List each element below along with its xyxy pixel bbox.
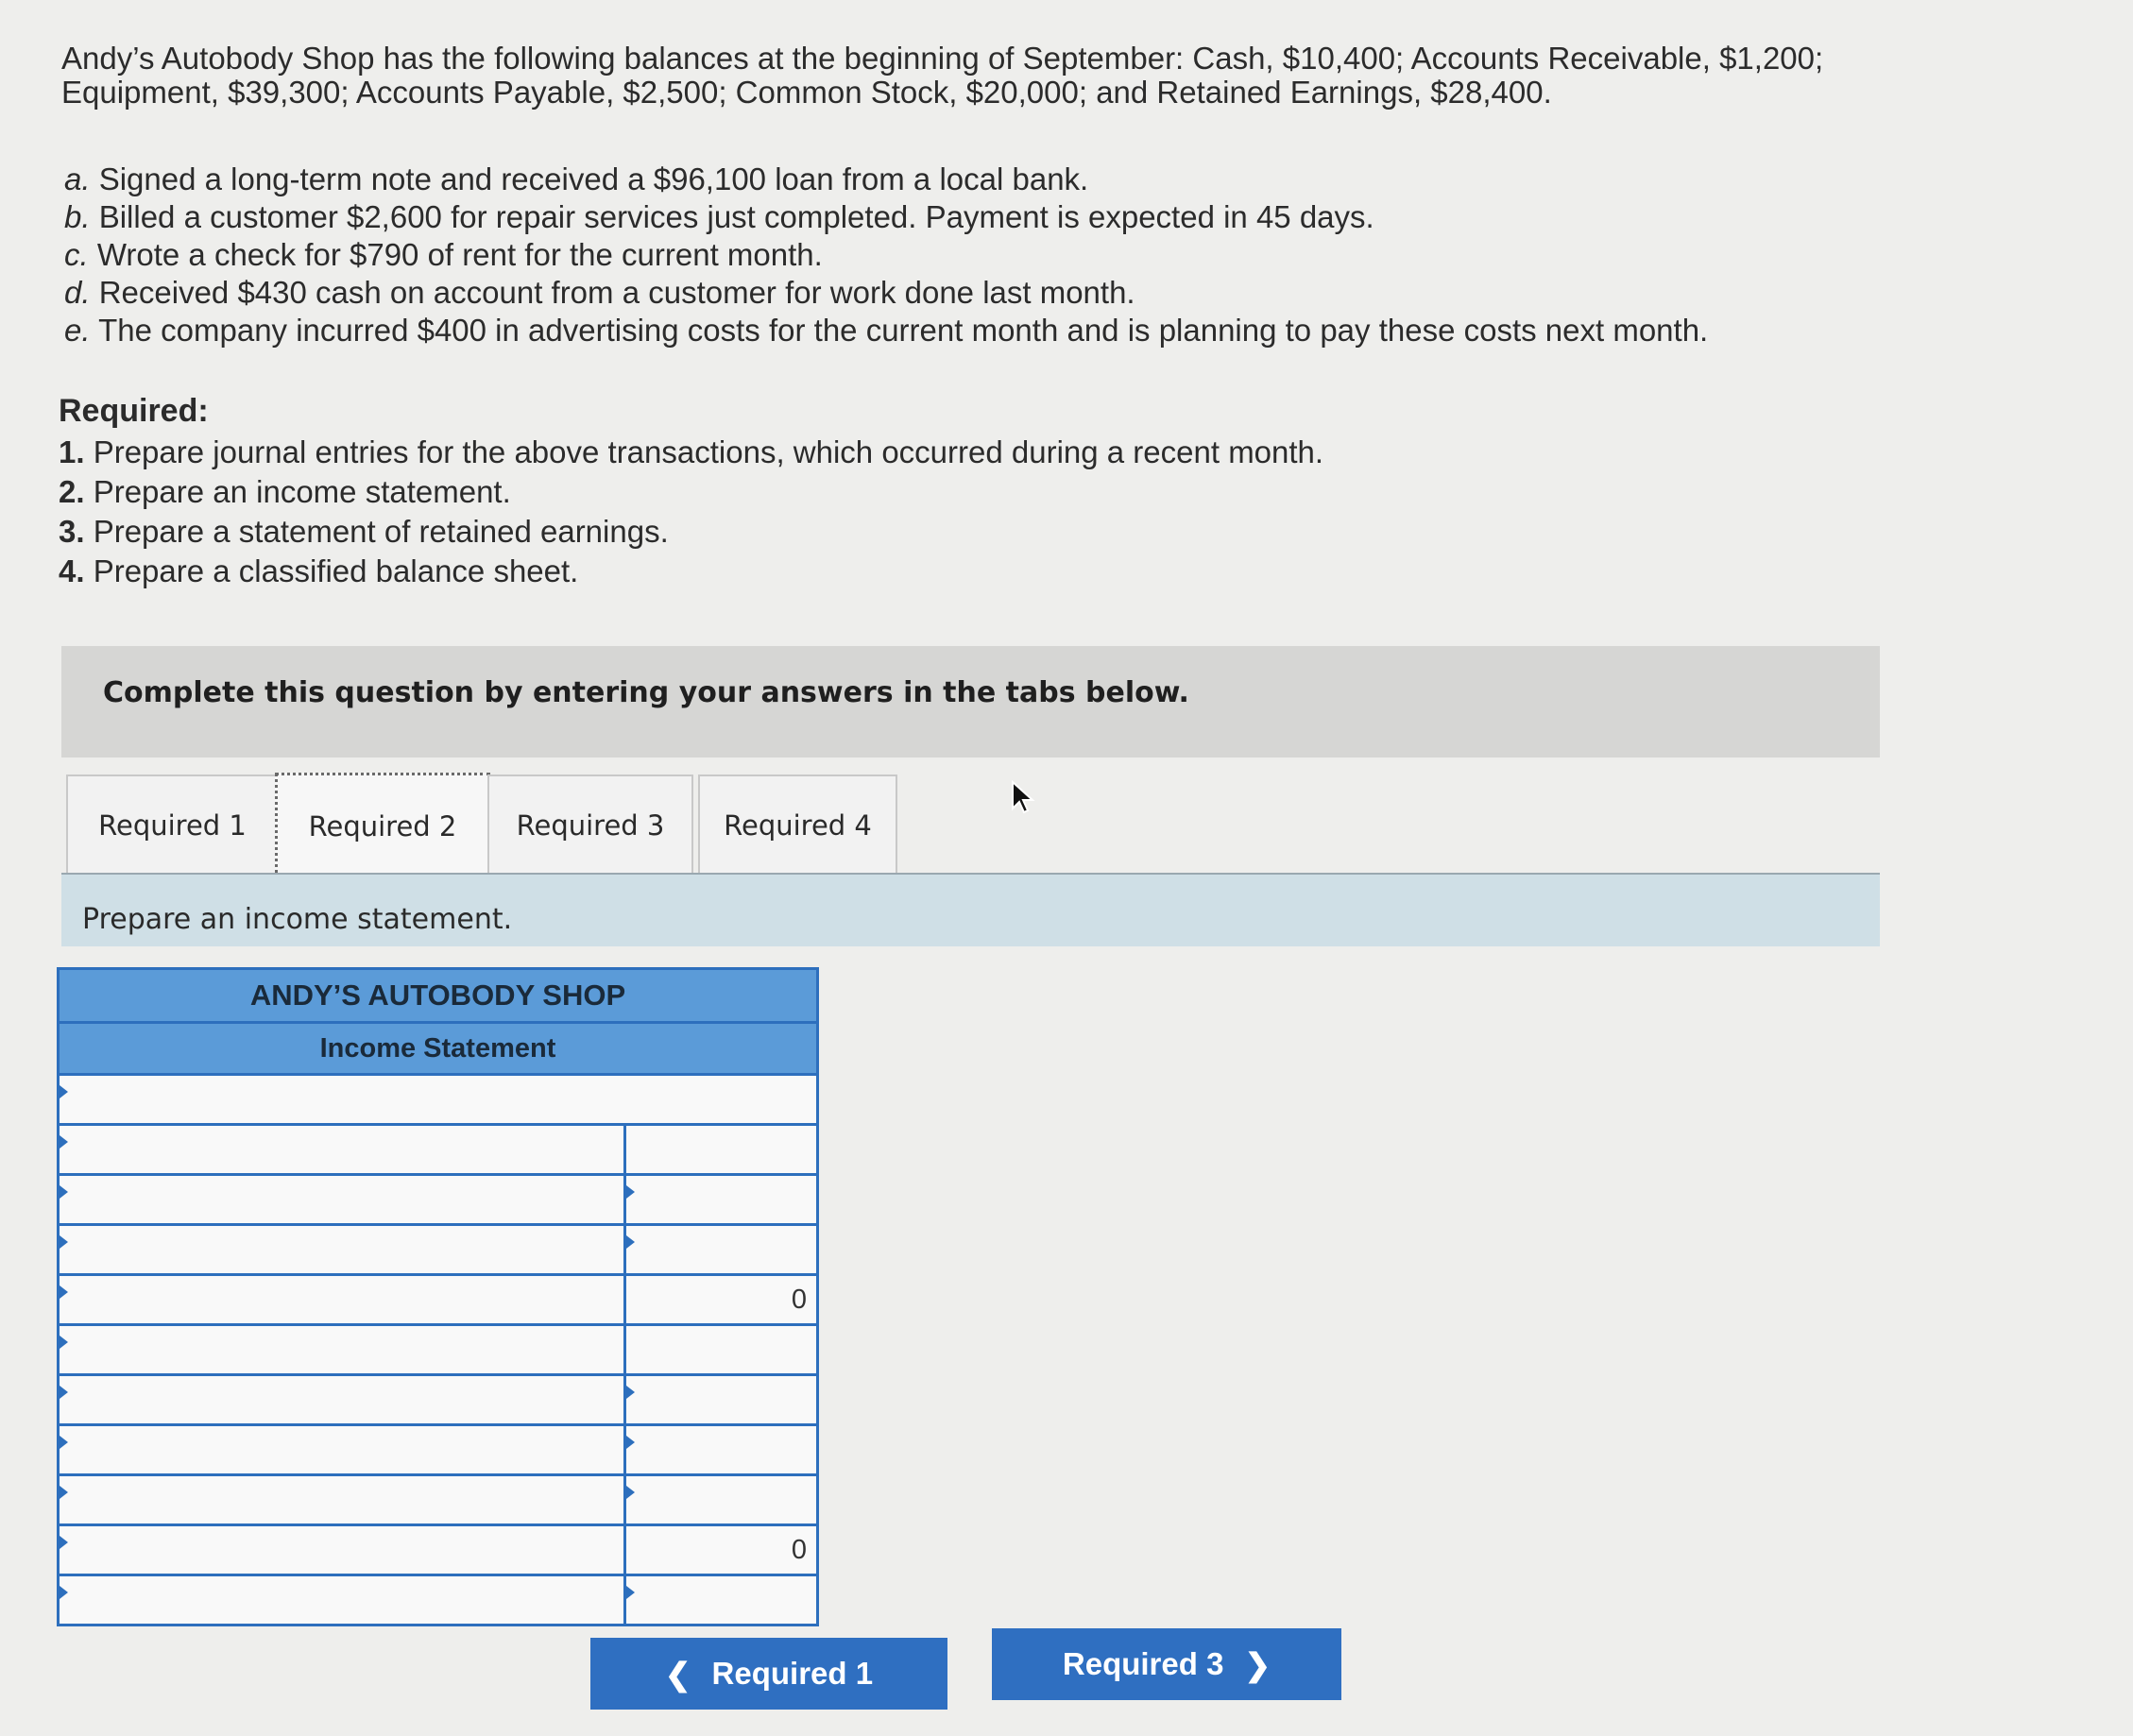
tab-required-4[interactable]: Required 4: [698, 774, 897, 874]
total-value: 0: [626, 1526, 816, 1574]
transaction-item: e. The company incurred $400 in advertising costs for the current month and is planning to pay these costs next month.: [64, 313, 1709, 348]
dropdown-marker-icon: [60, 1185, 68, 1199]
statement-title: Income Statement: [60, 1024, 816, 1076]
table-row: [60, 1376, 816, 1426]
dropdown-marker-icon: [626, 1436, 635, 1449]
banner-text: Complete this question by entering your answers in the tabs below.: [103, 676, 1189, 709]
statement-heading-input[interactable]: [60, 1076, 816, 1126]
tab-required-3[interactable]: Required 3: [487, 774, 693, 874]
dropdown-marker-icon: [60, 1436, 68, 1449]
dropdown-marker-icon: [60, 1486, 68, 1499]
tab-instruction: Prepare an income statement.: [82, 903, 513, 936]
table-row: [60, 1426, 816, 1476]
tab-instruction-band: [61, 875, 1880, 946]
transaction-list: [64, 161, 2048, 349]
next-required-button[interactable]: Required 3 ❯: [992, 1628, 1341, 1700]
account-input[interactable]: [60, 1276, 626, 1323]
required-heading: Required:: [59, 393, 209, 429]
amount-input[interactable]: [626, 1426, 816, 1473]
table-row: [60, 1476, 816, 1526]
dropdown-marker-icon: [626, 1386, 635, 1399]
tab-required-2[interactable]: Required 2: [275, 773, 490, 880]
account-input[interactable]: [60, 1126, 626, 1173]
amount-input[interactable]: [626, 1476, 816, 1523]
amount-input[interactable]: [626, 1326, 816, 1373]
table-row: [60, 1326, 816, 1376]
dropdown-marker-icon: [626, 1185, 635, 1199]
amount-input[interactable]: [626, 1226, 816, 1273]
table-row: [60, 1126, 816, 1176]
account-input[interactable]: [60, 1476, 626, 1523]
requirements-list: [59, 433, 1323, 591]
table-row: [60, 1226, 816, 1276]
dropdown-marker-icon: [626, 1486, 635, 1499]
requirement-item: 1. Prepare journal entries for the above transactions, which occurred during a recent month.: [59, 434, 1324, 469]
income-statement-form: [57, 967, 819, 1626]
amount-input[interactable]: [626, 1176, 816, 1223]
account-input[interactable]: [60, 1376, 626, 1423]
account-input[interactable]: [60, 1176, 626, 1223]
amount-input[interactable]: [626, 1576, 816, 1624]
requirement-item: 4. Prepare a classified balance sheet.: [59, 553, 579, 588]
problem-intro: Andy’s Autobody Shop has the following balances at the beginning of September: Cash, $10,400; Accounts Receivable, $1,200; Equipment, $39,300; Accounts Payable, $2,500; Common Stock, $20,000; and Retained Earnings, $28,400.: [61, 41, 1824, 110]
dropdown-marker-icon: [60, 1336, 68, 1349]
dropdown-marker-icon: [60, 1586, 68, 1599]
transaction-item: c. Wrote a check for $790 of rent for the current month.: [64, 237, 823, 272]
chevron-left-icon: ❮: [664, 1656, 691, 1692]
table-row: [60, 1176, 816, 1226]
table-row: [60, 1526, 816, 1576]
transaction-item: a. Signed a long-term note and received a $96,100 loan from a local bank.: [64, 162, 1089, 196]
chevron-right-icon: ❯: [1244, 1646, 1271, 1682]
amount-input[interactable]: [626, 1376, 816, 1423]
dropdown-marker-icon: [60, 1235, 68, 1249]
account-input[interactable]: [60, 1326, 626, 1373]
dropdown-marker-icon: [60, 1085, 68, 1098]
mouse-pointer-icon: [1011, 780, 1039, 818]
account-input[interactable]: [60, 1226, 626, 1273]
dropdown-marker-icon: [626, 1586, 635, 1599]
transaction-item: d. Received $430 cash on account from a customer for work done last month.: [64, 275, 1135, 310]
dropdown-marker-icon: [60, 1386, 68, 1399]
subtotal-value: 0: [626, 1276, 816, 1323]
transaction-item: b. Billed a customer $2,600 for repair services just completed. Payment is expected in 45 days.: [64, 199, 1374, 234]
requirement-item: 2. Prepare an income statement.: [59, 474, 511, 509]
dropdown-marker-icon: [60, 1536, 68, 1549]
table-row: [60, 1276, 816, 1326]
account-input[interactable]: [60, 1576, 626, 1624]
prev-required-button[interactable]: ❮ Required 1: [590, 1638, 947, 1710]
amount-input[interactable]: [626, 1126, 816, 1173]
dropdown-marker-icon: [626, 1235, 635, 1249]
table-row: [60, 1576, 816, 1624]
tab-required-1[interactable]: Required 1: [66, 774, 279, 874]
instructions-banner: [61, 646, 1880, 757]
account-input[interactable]: [60, 1526, 626, 1574]
dropdown-marker-icon: [60, 1285, 68, 1299]
dropdown-marker-icon: [60, 1135, 68, 1149]
account-input[interactable]: [60, 1426, 626, 1473]
requirement-item: 3. Prepare a statement of retained earnings.: [59, 514, 669, 549]
statement-company-name: ANDY’S AUTOBODY SHOP: [60, 970, 816, 1024]
